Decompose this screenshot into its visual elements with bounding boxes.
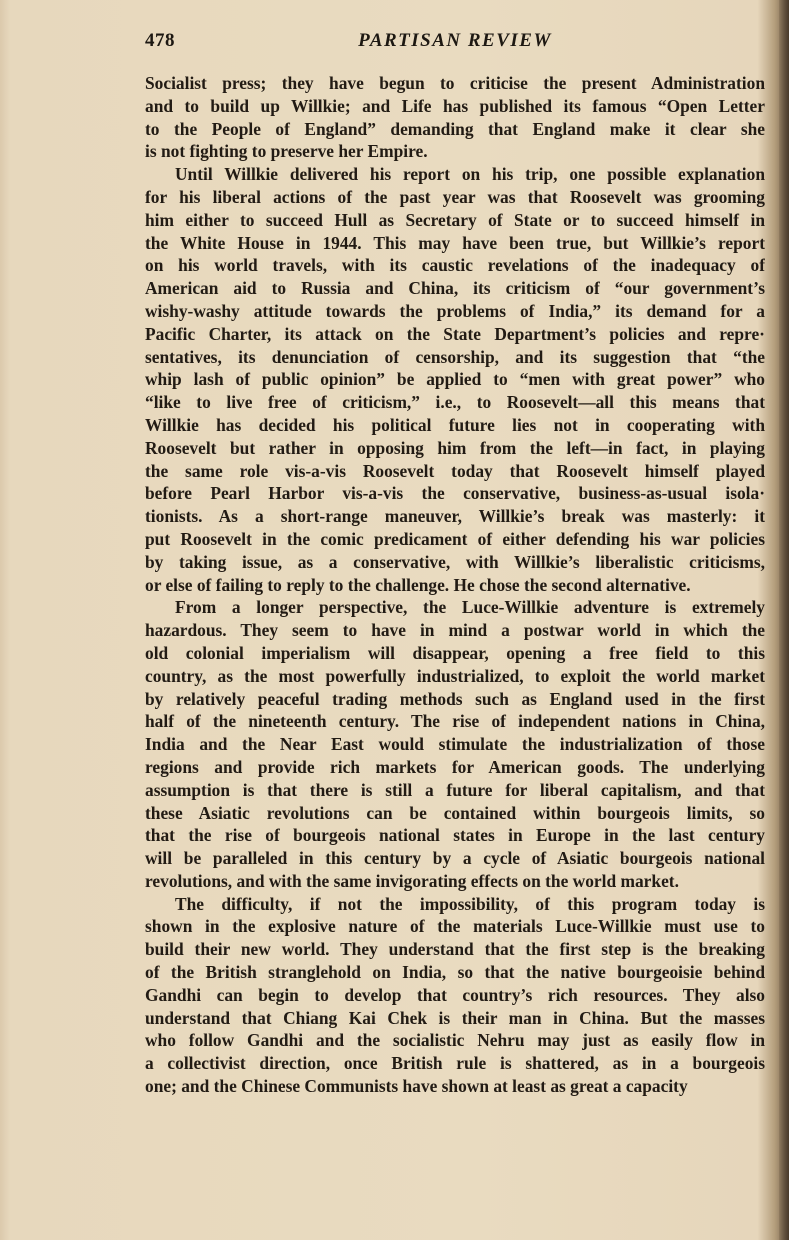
text-line: build their new world. They understand that the first step is the breaking	[145, 939, 765, 960]
text-line: Roosevelt but rather in opposing him from the left—in fact, in playing	[145, 437, 765, 458]
text-line: country, as the most powerfully industrialized, to exploit the world market	[145, 665, 765, 686]
text-line: understand that Chiang Kai Chek is their man in China. But the masses	[145, 1007, 765, 1028]
text-line: to the People of England” demanding that England make it clear she	[145, 118, 765, 139]
text-line: shown in the explosive nature of the materials Luce-Willkie must use to	[145, 916, 765, 937]
text-line: India and the Near East would stimulate the industrialization of those	[145, 734, 765, 755]
text-line: and to build up Willkie; and Life has published its famous “Open Letter	[145, 95, 765, 116]
text-line: Socialist press; they have begun to criticise the present Administration	[145, 73, 765, 93]
text-line: him either to succeed Hull as Secretary of State or to succeed himself in	[145, 209, 765, 230]
text-line: Until Willkie delivered his report on his trip, one possible explanation	[175, 164, 765, 185]
text-line: wishy-washy attitude towards the problems of India,” its demand for a	[145, 300, 765, 321]
text-line: that the rise of bourgeois national states in Europe in the last century	[145, 825, 765, 846]
text-line: revolutions, and with the same invigorating effects on the world market.	[145, 870, 679, 891]
text-line: whip lash of public opinion” be applied to “men with great power” who	[145, 369, 765, 390]
text-line: Gandhi can begin to develop that country’s rich resources. They also	[145, 984, 765, 1005]
text-line: a collectivist direction, once British rule is shattered, as in a bourgeois	[145, 1053, 765, 1074]
text-line: assumption is that there is still a future for liberal capitalism, and that	[145, 779, 765, 800]
text-line: “like to live free of criticism,” i.e., to Roosevelt—all this means that	[145, 392, 765, 413]
text-line: who follow Gandhi and the socialistic Nehru may just as easily flow in	[145, 1030, 765, 1051]
text-line: the same role vis-a-vis Roosevelt today that Roosevelt himself played	[145, 460, 765, 481]
article-body	[145, 72, 765, 1098]
text-line: From a longer perspective, the Luce-Willkie adventure is extremely	[175, 597, 765, 618]
text-line: tionists. As a short-range maneuver, Willkie’s break was masterly: it	[145, 506, 765, 527]
text-line: hazardous. They seem to have in mind a postwar world in which the	[145, 620, 765, 641]
journal-title: PARTISAN REVIEW	[358, 30, 552, 51]
text-line: Pacific Charter, its attack on the State Department’s policies and repre·	[145, 323, 765, 344]
text-line: of the British stranglehold on India, so that the native bourgeoisie behind	[145, 962, 765, 983]
text-line: is not fighting to preserve her Empire.	[145, 141, 428, 162]
text-line: by relatively peaceful trading methods such as England used in the first	[145, 688, 765, 709]
text-line: Willkie has decided his political future lies not in cooperating with	[145, 414, 765, 435]
text-line: American aid to Russia and China, its criticism of “our government’s	[145, 278, 765, 299]
paragraph	[145, 596, 765, 892]
text-line: on his world travels, with its caustic revelations of the inadequacy of	[145, 255, 765, 276]
paragraph	[145, 893, 765, 1098]
text-line: or else of failing to reply to the challenge. He chose the second alternative.	[145, 574, 691, 595]
text-line: these Asiatic revolutions can be contained within bourgeois limits, so	[145, 802, 765, 823]
text-line: half of the nineteenth century. The rise of independent nations in China,	[145, 711, 765, 732]
text-line: regions and provide rich markets for American goods. The underlying	[145, 756, 765, 777]
text-line: will be paralleled in this century by a cycle of Asiatic bourgeois national	[145, 848, 765, 869]
text-line: by taking issue, as a conservative, with Willkie’s liberalistic criticisms,	[145, 551, 765, 572]
text-line: before Pearl Harbor vis-a-vis the conservative, business-as-usual isola·	[145, 483, 765, 504]
paragraph	[145, 72, 765, 163]
text-line: The difficulty, if not the impossibility, of this program today is	[175, 893, 765, 914]
paragraph	[145, 163, 765, 596]
text-line: the White House in 1944. This may have been true, but Willkie’s report	[145, 232, 765, 253]
page-number: 478	[145, 30, 175, 51]
text-line: put Roosevelt in the comic predicament of either defending his war policies	[145, 528, 765, 549]
text-line: old colonial imperialism will disappear, opening a free field to this	[145, 642, 765, 663]
running-head	[145, 30, 765, 60]
text-line: sentatives, its denunciation of censorship, and its suggestion that “the	[145, 346, 765, 367]
text-line: for his liberal actions of the past year was that Roosevelt was grooming	[145, 186, 765, 207]
text-line: one; and the Chinese Communists have shown at least as great a capacity	[145, 1076, 688, 1097]
